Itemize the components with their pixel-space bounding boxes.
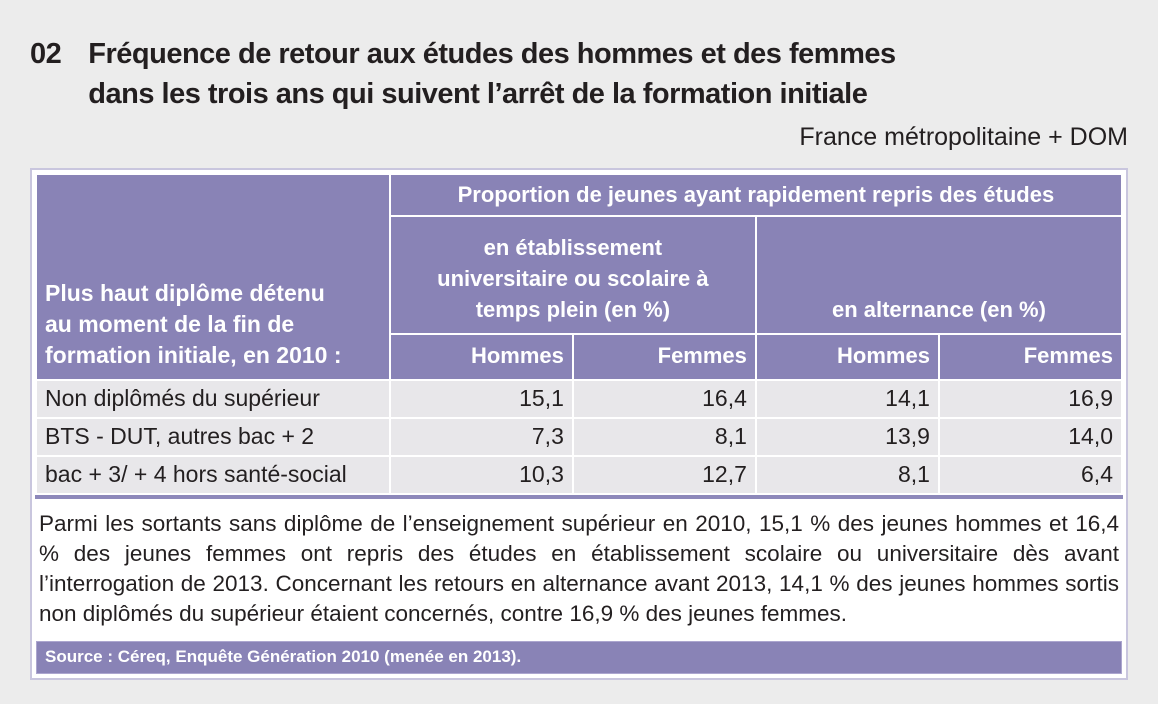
group-header-fulltime-line-2: universitaire ou scolaire à <box>437 266 709 291</box>
table-row <box>37 381 1121 417</box>
col-header-femmes-fulltime: Femmes <box>574 335 755 379</box>
row-header-line-2: au moment de la fin de <box>45 311 295 337</box>
row-header-line-1: Plus haut diplôme détenu <box>45 280 325 306</box>
value-cell: 13,9 <box>757 419 938 455</box>
row-label: Non diplômés du supérieur <box>37 381 389 417</box>
value-cell: 16,4 <box>574 381 755 417</box>
figure-title-line-1: Fréquence de retour aux études des hommes et des femmes <box>88 38 896 70</box>
figure-number: 02 <box>30 38 62 70</box>
value-cell: 14,1 <box>757 381 938 417</box>
value-cell: 6,4 <box>940 457 1121 493</box>
row-label: BTS - DUT, autres bac + 2 <box>37 419 389 455</box>
statistics-table <box>35 173 1123 495</box>
group-header-fulltime-line-1: en établissement <box>483 235 663 260</box>
group-header-fulltime <box>391 217 755 333</box>
value-cell: 16,9 <box>940 381 1121 417</box>
row-header-line-3: formation initiale, en 2010 : <box>45 342 342 368</box>
figure-title-row <box>30 34 1128 114</box>
table-row <box>37 457 1121 493</box>
value-cell: 7,3 <box>391 419 572 455</box>
value-cell: 8,1 <box>757 457 938 493</box>
table-top-header: Proportion de jeunes ayant rapidement repris des études <box>391 175 1121 215</box>
figure-block <box>30 168 1128 680</box>
table-row <box>37 419 1121 455</box>
col-header-femmes-alternance: Femmes <box>940 335 1121 379</box>
col-header-hommes-alternance: Hommes <box>757 335 938 379</box>
group-header-alternance: en alternance (en %) <box>757 217 1121 333</box>
row-label: bac + 3/ + 4 hors santé-social <box>37 457 389 493</box>
col-header-hommes-fulltime: Hommes <box>391 335 572 379</box>
figure-title <box>88 34 895 114</box>
group-header-fulltime-line-3: temps plein (en %) <box>475 297 671 322</box>
value-cell: 15,1 <box>391 381 572 417</box>
region-note: France métropolitaine + DOM <box>799 123 1128 151</box>
reading-note: Parmi les sortants sans diplôme de l’enseignement supérieur en 2010, 15,1 % des jeunes hommes et 16,4 % des jeunes femmes ont repris des études en établissement scolaire ou universitaire dès avant l’interrogation de 2013. Concernant les retours en alternance avant 2013, 14,1 % des jeunes hommes sortis non diplômés du supérieur étaient concernés, contre 16,9 % des jeunes femmes. <box>35 499 1123 641</box>
value-cell: 12,7 <box>574 457 755 493</box>
source-bar: Source : Céreq, Enquête Génération 2010 (menée en 2013). <box>36 641 1122 674</box>
value-cell: 10,3 <box>391 457 572 493</box>
value-cell: 8,1 <box>574 419 755 455</box>
figure-title-line-2: dans les trois ans qui suivent l’arrêt de la formation initiale <box>88 78 868 110</box>
row-header-title <box>37 175 389 379</box>
value-cell: 14,0 <box>940 419 1121 455</box>
